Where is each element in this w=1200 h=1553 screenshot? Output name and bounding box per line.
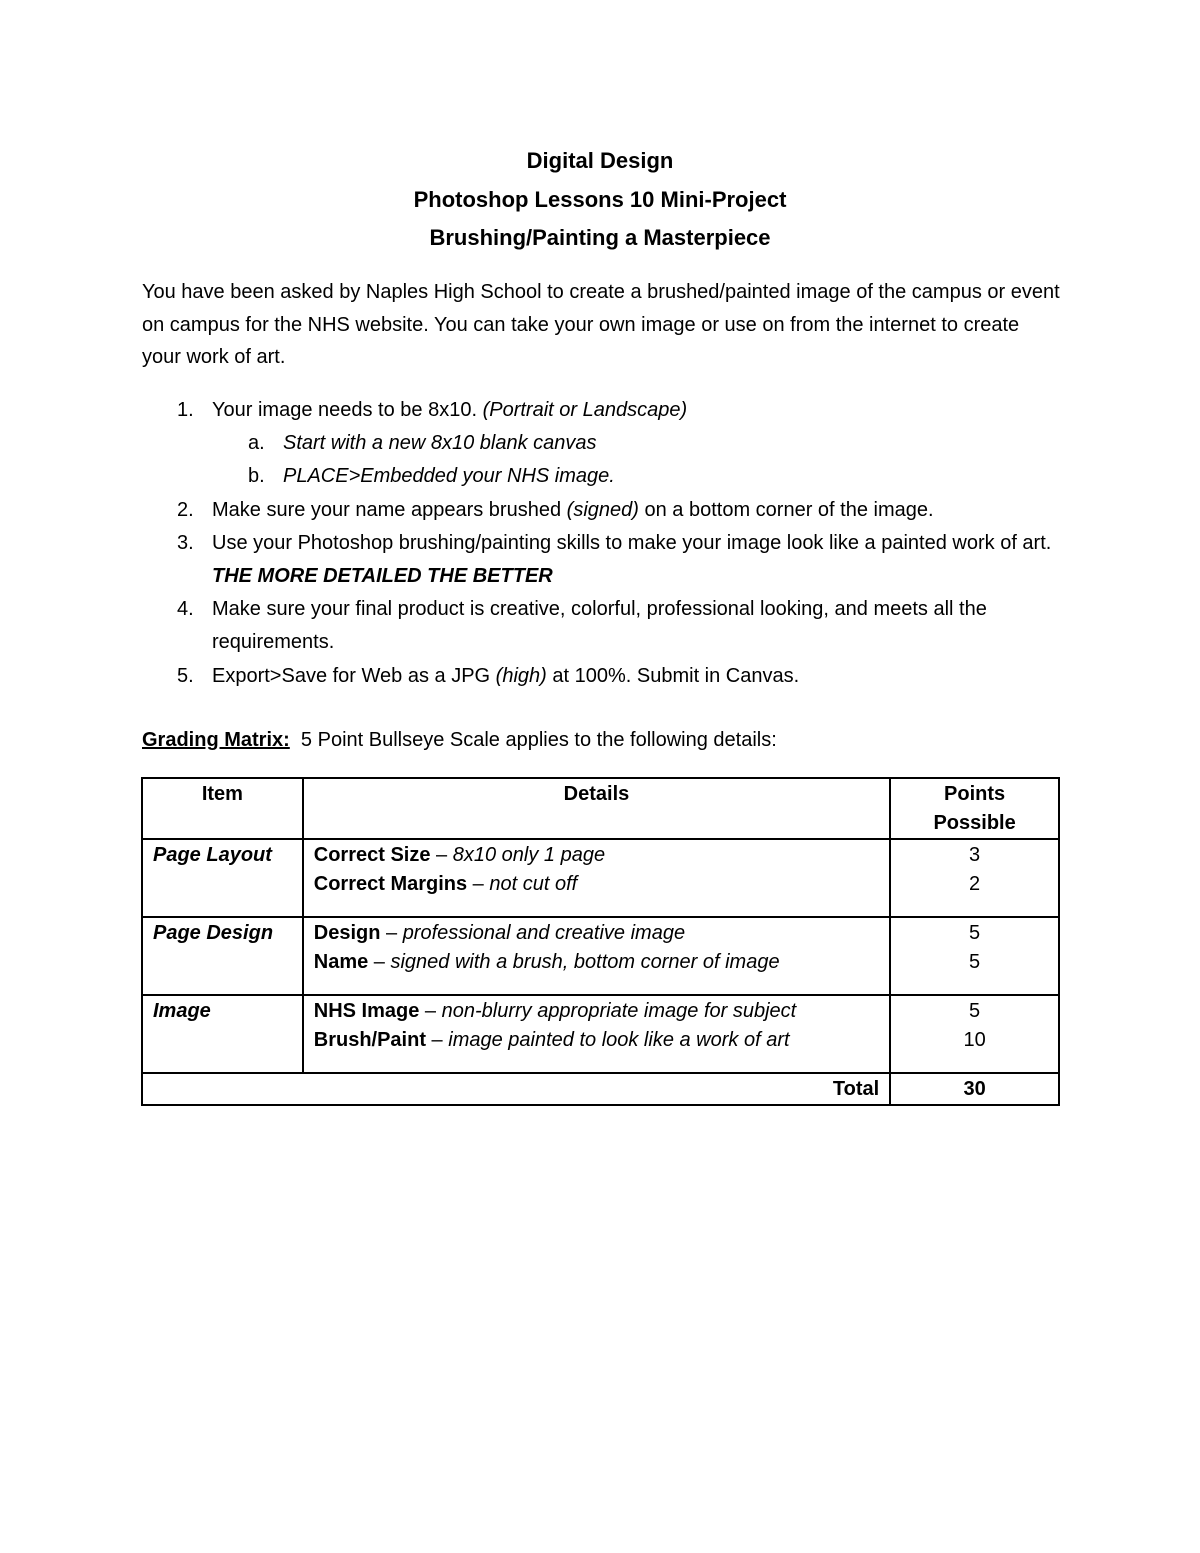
detail-desc: not cut off (489, 872, 578, 895)
detail-line (314, 919, 879, 948)
grading-text: 5 Point Bullseye Scale applies to the following details: (300, 729, 777, 751)
row-points (890, 839, 1059, 917)
table-row (142, 995, 1059, 1073)
detail-label: Brush/Paint (313, 1028, 426, 1051)
detail-label: Correct Size (313, 844, 431, 866)
row-details (303, 917, 890, 995)
course-title: Digital Design (526, 148, 674, 173)
step-text: Make sure your name appears brushed (212, 498, 562, 521)
step-note: (high) (495, 664, 547, 687)
row-details (303, 839, 890, 917)
detail-line (314, 997, 879, 1026)
row-details (303, 995, 890, 1073)
detail-desc: image painted to look like a work of art (448, 1028, 790, 1051)
step-number: a. (248, 432, 265, 455)
header-item: Item (142, 778, 303, 839)
step-number: 3. (177, 531, 194, 554)
step-2 (142, 494, 1072, 527)
detail-label: NHS Image (313, 1000, 420, 1022)
instructions-list (142, 394, 1072, 693)
step-1a (142, 427, 1072, 460)
project-title: Photoshop Lessons 10 Mini-Project (413, 186, 787, 212)
detail-line (314, 870, 879, 899)
step-emphasis: THE MORE DETAILED THE BETTER (212, 565, 553, 588)
detail-dash: – (419, 1000, 442, 1022)
project-subtitle: Brushing/Painting a Masterpiece (429, 225, 771, 250)
detail-label: Design (313, 922, 381, 944)
detail-line (314, 948, 879, 977)
step-text-end: at 100%. Submit in Canvas. (552, 664, 800, 687)
step-4 (142, 593, 1072, 659)
detail-label: Correct Margins (313, 872, 468, 895)
step-text: Make sure your final product is creative, colorful, professional looking, and meets all the requirements. (212, 598, 987, 654)
step-number: 5. (177, 664, 194, 687)
detail-line (314, 1026, 879, 1055)
detail-desc: 8x10 only 1 page (452, 844, 606, 866)
step-text-end: on a bottom corner of the image. (644, 498, 934, 521)
total-label: Total (142, 1073, 890, 1105)
detail-dash: – (430, 844, 453, 866)
total-row (142, 1073, 1059, 1105)
points-value: 10 (963, 1028, 986, 1051)
intro-paragraph: You have been asked by Naples High School to create a brushed/painted image of the campus or event on campus for the NHS website. You can take your own image or use on from the internet to create your work of art. (142, 281, 1060, 368)
points-value: 2 (969, 872, 981, 895)
row-item: Page Design (142, 917, 303, 995)
detail-dash: – (368, 950, 391, 973)
detail-label: Name (313, 950, 369, 973)
step-1 (142, 394, 1072, 427)
grading-matrix-table (141, 777, 1060, 1106)
detail-desc: non-blurry appropriate image for subject (441, 1000, 797, 1022)
step-number: 2. (177, 498, 194, 521)
step-text: Export>Save for Web as a JPG (212, 664, 491, 687)
step-text: Use your Photoshop brushing/painting skills to make your image look like a painted work of art. (212, 531, 1052, 554)
step-3 (142, 527, 1072, 593)
table-row (142, 917, 1059, 995)
detail-line (314, 841, 879, 870)
step-1b (142, 460, 1072, 493)
detail-desc: signed with a brush, bottom corner of image (390, 950, 780, 973)
detail-desc: professional and creative image (402, 922, 686, 944)
detail-dash: – (467, 872, 490, 895)
row-points (890, 917, 1059, 995)
step-note: (Portrait or Landscape) (482, 399, 688, 421)
step-number: 1. (177, 399, 194, 421)
detail-dash: – (426, 1028, 449, 1051)
title-block (0, 142, 1200, 258)
header-details: Details (303, 778, 890, 839)
step-text: Your image needs to be 8x10. (212, 399, 478, 421)
step-number: 4. (177, 598, 194, 621)
step-5 (142, 660, 1072, 693)
header-points: Points Possible (890, 778, 1059, 839)
table-row (142, 839, 1059, 917)
grading-label: Grading Matrix: (142, 729, 290, 751)
step-number: b. (248, 465, 265, 488)
points-value: 5 (969, 1000, 981, 1022)
points-value: 5 (969, 950, 981, 973)
grading-heading (142, 724, 777, 756)
points-value: 3 (969, 844, 981, 866)
detail-dash: – (380, 922, 403, 944)
table-header-row (142, 778, 1059, 839)
row-item: Image (142, 995, 303, 1073)
points-value: 5 (969, 922, 981, 944)
row-item: Page Layout (142, 839, 303, 917)
step-text: Start with a new 8x10 blank canvas (283, 432, 597, 455)
step-note: (signed) (566, 498, 639, 521)
total-value: 30 (890, 1073, 1059, 1105)
step-text: PLACE>Embedded your NHS image. (283, 465, 615, 488)
row-points (890, 995, 1059, 1073)
